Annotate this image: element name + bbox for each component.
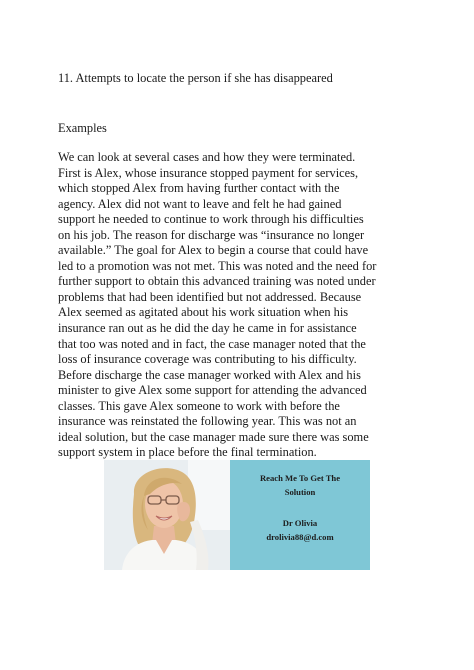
- advert-line-2: Solution: [284, 487, 316, 497]
- numbered-heading: 11. Attempts to locate the person if she has disappeared: [58, 71, 333, 85]
- advert-line-1: Reach Me To Get The: [259, 473, 341, 483]
- body-line: support system in place before the final termination.: [58, 445, 317, 460]
- body-line: further support to obtain this advanced training was noted under: [58, 274, 376, 289]
- body-line: problems that had been identified but not addressed. Because: [58, 289, 362, 304]
- body-line: that too was noted and in fact, the case manager noted that the: [58, 336, 366, 351]
- body-line: support he needed to continue to work through his difficulties: [58, 212, 364, 227]
- advert-banner: [104, 460, 370, 570]
- body-line: classes. This gave Alex someone to work with before the: [58, 398, 340, 413]
- body-line: insurance ran out as he did the day he came in for assistance: [58, 321, 357, 336]
- body-line: available.” The goal for Alex to begin a course that could have: [58, 243, 369, 258]
- body-line: insurance was reinstated the following year. This was not an: [58, 414, 357, 429]
- body-line: led to a promotion was not met. This was noted and the need for: [58, 258, 377, 273]
- contact-name: Dr Olivia: [282, 518, 318, 528]
- body-line: Before discharge the case manager worked with Alex and his: [58, 367, 361, 382]
- section-title: Examples: [58, 121, 107, 135]
- body-line: on his job. The reason for discharge was “insurance no longer: [58, 227, 365, 242]
- woman-portrait-image: [104, 460, 230, 570]
- body-line: ideal solution, but the case manager made sure there was some: [58, 429, 369, 444]
- body-line: which stopped Alex from having further contact with the: [58, 181, 340, 196]
- body-line: loss of insurance coverage was contributing to his difficulty.: [58, 352, 357, 367]
- body-paragraph: [58, 150, 438, 461]
- body-line: Alex seemed as agitated about his work situation when his: [58, 305, 349, 320]
- body-line: minister to give Alex some support for attending the advanced: [58, 383, 367, 398]
- advert-photo: [104, 460, 230, 570]
- contact-card: [230, 460, 370, 570]
- body-line: We can look at several cases and how they were terminated.: [58, 150, 356, 164]
- body-line: First is Alex, whose insurance stopped payment for services,: [58, 165, 359, 180]
- contact-email[interactable]: drolivia88@d.com: [266, 532, 334, 542]
- body-line: agency. Alex did not want to leave and felt he had gained: [58, 196, 342, 211]
